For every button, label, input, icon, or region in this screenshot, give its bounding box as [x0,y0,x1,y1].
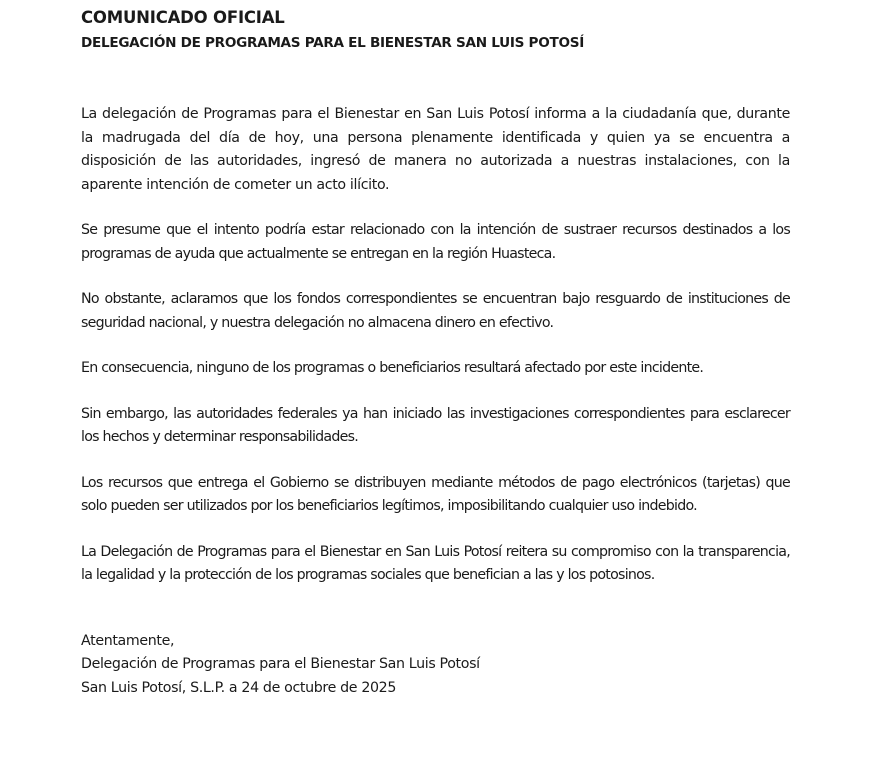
paragraph-incident: La delegación de Programas para el Bienestar en San Luis Potosí informa a la ciudadanía que, durante la madrugada del día de hoy, una persona plenamente identificada y quien ya se encuentra a disposición de las autoridades, ingresó de manera no autorizada a nuestras instalaciones, con la aparente intención de cometer un acto ilícito. [81,106,790,193]
paragraph-commitment: La Delegación de Programas para el Bienestar en San Luis Potosí reitera su compromiso con la transparencia, la legalidad y la protección de los programas sociales que benefician a las y los potosinos. [81,543,790,583]
document-page [81,8,790,700]
closing-place-date: San Luis Potosí, S.L.P. a 24 de octubre de 2025 [81,679,397,696]
document-body [81,103,790,588]
paragraph-funds-safeguard: No obstante, aclaramos que los fondos correspondientes se encuentran bajo resguardo de instituciones de seguridad nacional, y nuestra delegación no almacena dinero en efectivo. [81,291,790,331]
document-title: COMUNICADO OFICIAL [81,8,285,27]
closing-signature: Delegación de Programas para el Bienestar San Luis Potosí [81,656,480,672]
paragraph-investigation: Sin embargo, las autoridades federales ya han iniciado las investigaciones correspondientes para esclarecer los hechos y determinar responsabilidades. [81,405,790,445]
paragraph-presumption: Se presume que el intento podría estar relacionado con la intención de sustraer recursos destinados a los programas de ayuda que actualmente se entregan en la región Huasteca. [81,222,790,262]
document-subtitle: DELEGACIÓN DE PROGRAMAS PARA EL BIENESTAR SAN LUIS POTOSÍ [81,35,584,51]
paragraph-electronic-payments: Los recursos que entrega el Gobierno se distribuyen mediante métodos de pago electrónicos (tarjetas) que solo pueden ser utilizados por los beneficiarios legítimos, imposibilitando cualquier uso indebido. [81,474,790,514]
closing-salutation: Atentamente, [81,632,175,649]
closing-block [81,630,790,701]
paragraph-no-impact: En consecuencia, ninguno de los programas o beneficiarios resultará afectado por este incidente. [81,360,704,376]
